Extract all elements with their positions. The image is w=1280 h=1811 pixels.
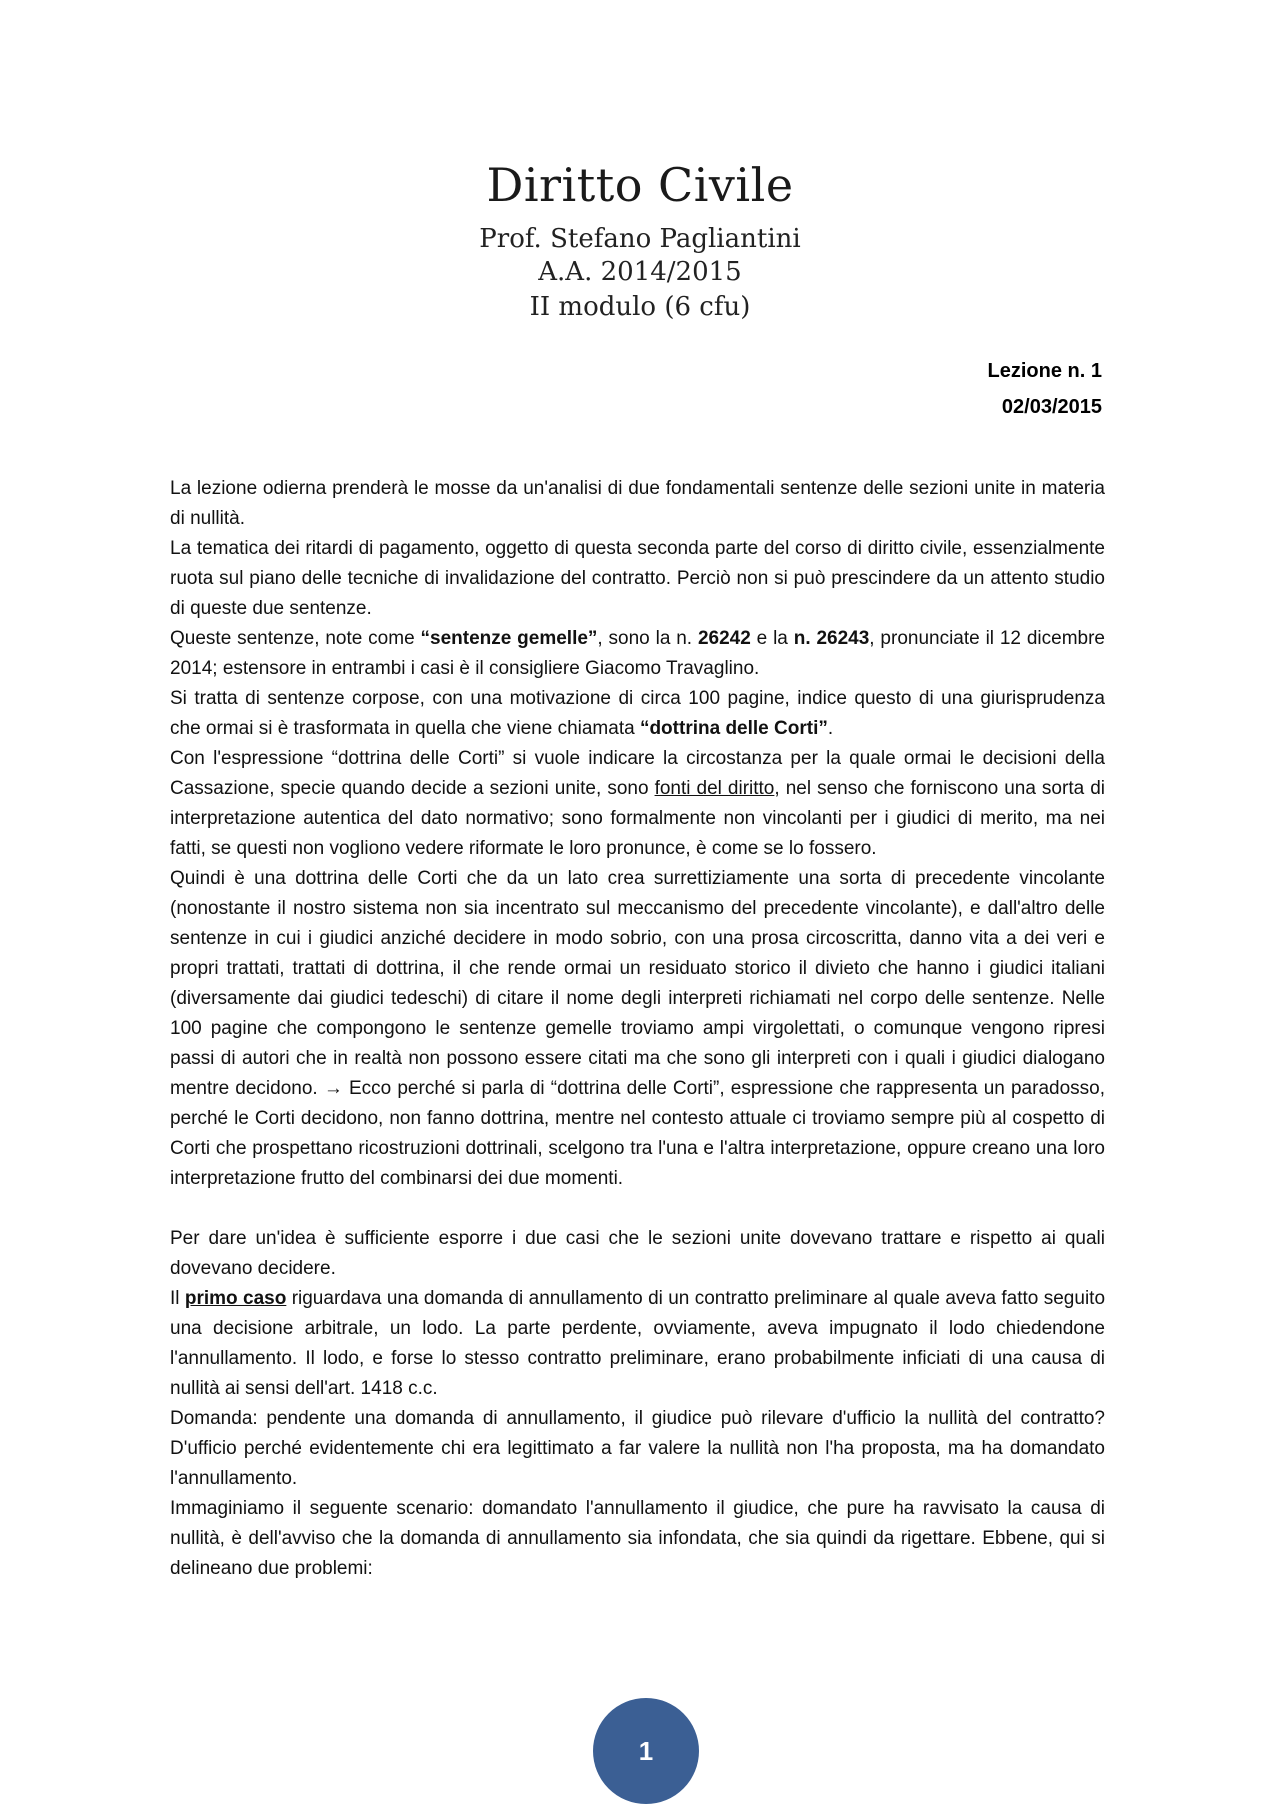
text-span: Con l'espressione “dottrina delle Corti” si vuole indicare la circostanza per la quale ormai le decisioni della Cassazione, specie quando decide a sezioni unite, sono — [170, 748, 1105, 799]
text-span: . — [827, 718, 834, 739]
paragraph: La lezione odierna prenderà le mosse da un'analisi di due fondamentali sentenze delle sezioni unite in materia di nullità. — [170, 478, 1105, 529]
bold-term: 26242 — [697, 628, 751, 649]
paragraph: Per dare un'idea è sufficiente esporre i due casi che le sezioni unite dovevano trattare e rispetto ai quali dovevano decidere. — [170, 1228, 1105, 1279]
bold-term: n. 26243 — [793, 628, 870, 649]
lesson-date: 02/03/2015 — [1001, 396, 1102, 418]
lesson-number: Lezione n. 1 — [987, 360, 1102, 382]
paragraph — [170, 744, 1105, 864]
paragraph: Immaginiamo il seguente scenario: domandato l'annullamento il giudice, che pure ha ravvisato la causa di nullità, è dell'avviso che la domanda di annullamento sia infondata, che sia quindi da rigettare. Ebbene, qui si delineano due problemi: — [170, 1498, 1105, 1579]
text-span: Si tratta di sentenze corpose, con una motivazione di circa 100 pagine, indice questo di una giurisprudenza che ormai si è trasformata in quella che viene chiamata — [170, 688, 1105, 739]
paragraph — [170, 624, 1105, 684]
text-span: riguardava una domanda di annullamento di un contratto preliminare al quale aveva fatto seguito una decisione arbitrale, un lodo. La parte perdente, ovviamente, aveva impugnato il lodo chiedendone l'annullamento. Il lodo, e forse lo stesso contratto preliminare, erano probabilmente inficiati di una causa di nullità ai sensi dell'art. 1418 c.c. — [170, 1288, 1106, 1399]
text-span: Il — [170, 1288, 185, 1309]
text-span: , sono la n. — [597, 628, 698, 649]
document-title: Diritto Civile — [486, 158, 794, 212]
paragraph — [170, 1284, 1105, 1404]
body-text — [170, 474, 1105, 1584]
text-span: Queste sentenze, note come — [170, 628, 421, 649]
module-info: II modulo (6 cfu) — [529, 292, 751, 322]
professor-name: Prof. Stefano Pagliantini — [479, 224, 801, 254]
paragraph: Quindi è una dottrina delle Corti che da un lato crea surrettiziamente una sorta di precedente vincolante (nonostante il nostro sistema non sia incentrato sul meccanismo del precedente vincolante), e dall'altro delle sentenze in cui i giudici anziché decidere in modo sobrio, con una prosa circoscritta, danno vita a dei veri e propri trattati, trattati di dottrina, il che rende ormai un residuato storico il divieto che hanno i giudici italiani (diversamente dai giudici tedeschi) di citare il nome degli interpreti richiamati nel corpo delle sentenze. Nelle 100 pagine che compongono le sentenze gemelle troviamo ampi virgolettati, o comunque vengono ripresi passi di autori che in realtà non possono essere citati ma che sono gli interpreti con i quali i giudici dialogano mentre decidono. → Ecco perché si parla di “dottrina delle Corti”, espressione che rappresenta un paradosso, perché le Corti decidono, non fanno dottrina, mentre nel contesto attuale ci troviamo sempre più al cospetto di Corti che prospettano ricostruzioni dottrinali, scelgono tra l'una e l'altra interpretazione, oppure creano una loro interpretazione frutto del combinarsi dei due momenti. — [170, 868, 1105, 1189]
paragraph — [170, 684, 1105, 744]
text-span: e la — [750, 628, 794, 649]
text-span: , pronunciate il 12 dicembre 2014; estensore in entrambi i casi è il consigliere Giacomo Travaglino. — [170, 628, 1105, 679]
bold-underlined-term: primo caso — [184, 1288, 287, 1309]
paragraph-gap — [170, 1194, 1105, 1224]
underlined-term: fonti del diritto — [654, 778, 775, 799]
page-number-badge: 1 — [593, 1698, 699, 1804]
text-span: , nel senso che forniscono una sorta di interpretazione autentica del dato normativo; sono formalmente non vincolanti per i giudici di merito, ma nei fatti, se questi non vogliono vedere riformate le loro pronunce, è come se lo fossero. — [170, 778, 1105, 859]
paragraph: Domanda: pendente una domanda di annullamento, il giudice può rilevare d'ufficio la nullità del contratto? D'ufficio perché evidentemente chi era legittimato a far valere la nullità non l'ha proposta, ma ha domandato l'annullamento. — [170, 1408, 1105, 1489]
bold-term: “sentenze gemelle” — [420, 628, 598, 649]
academic-year: A.A. 2014/2015 — [538, 257, 742, 287]
bold-term: “dottrina delle Corti” — [639, 718, 828, 739]
paragraph: La tematica dei ritardi di pagamento, oggetto di questa seconda parte del corso di diritto civile, essenzialmente ruota sul piano delle tecniche di invalidazione del contratto. Perciò non si può prescindere da un attento studio di queste due sentenze. — [170, 538, 1105, 619]
